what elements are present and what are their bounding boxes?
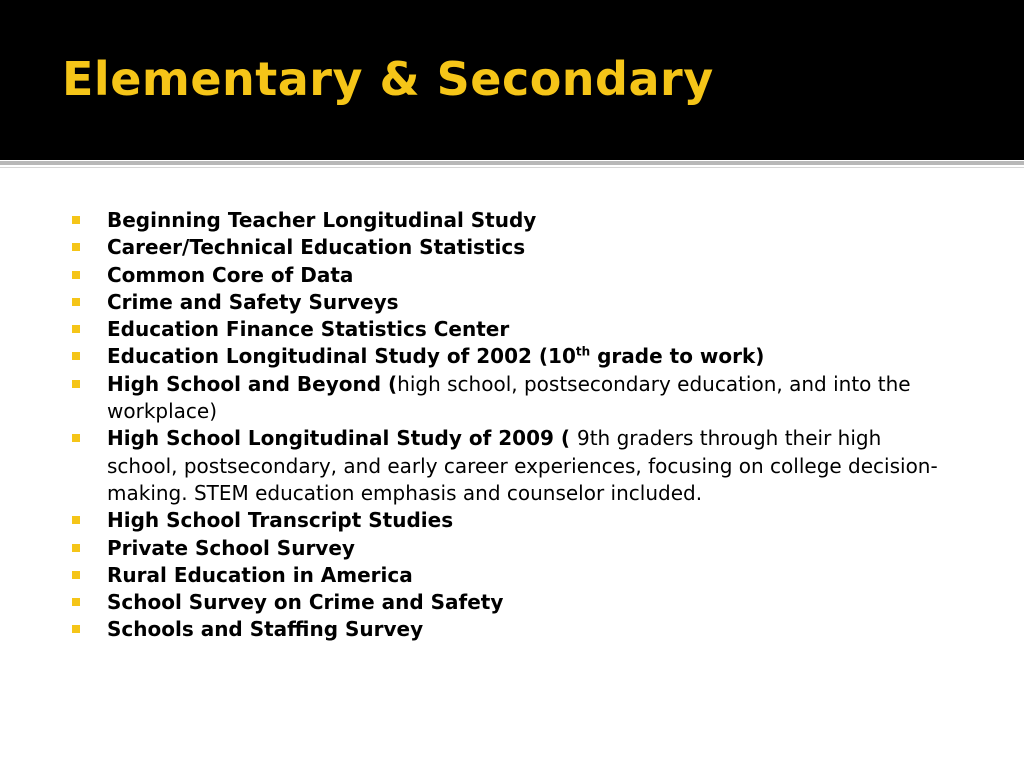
slide-title: Elementary & Secondary [62,52,714,106]
bullet-bold-text-after: grade to work) [590,344,765,369]
bullet-item [72,343,952,370]
bullet-description: 9th graders through their high school, postsecondary, and early career experiences, focusing on college decision-making. STEM education emphasis and counselor included. [107,426,938,505]
header-divider [0,161,1024,165]
square-bullet-icon [72,516,80,524]
header-divider-thin [0,167,1024,168]
bullet-item [72,589,952,616]
square-bullet-icon [72,243,80,251]
bullet-bold-text: High School Transcript Studies [107,508,454,533]
square-bullet-icon [72,571,80,579]
bullet-bold-text: Crime and Safety Surveys [107,289,399,314]
bullet-bold-text: Career/Technical Education Statistics [107,235,526,260]
bullet-bold-text: School Survey on Crime and Safety [107,590,504,615]
bullet-item [72,562,952,589]
bullet-description: high school, postsecondary education, and into the workplace) [107,371,911,424]
bullet-bold-text: High School Longitudinal Study of 2009 ( [107,426,577,451]
bullet-bold-text: Schools and Staffing Survey [107,617,424,642]
bullet-bold-text: Education Finance Statistics Center [107,317,510,342]
bullet-bold-text: Education Longitudinal Study of 2002 (10 [107,344,576,369]
square-bullet-icon [72,298,80,306]
bullet-bold-text: Beginning Teacher Longitudinal Study [107,208,537,232]
bullet-bold-text: Common Core of Data [107,262,354,287]
bullet-item [72,262,952,289]
bullet-superscript: th [575,344,591,359]
square-bullet-icon [72,271,80,279]
bullet-item [72,371,952,426]
square-bullet-icon [72,598,80,606]
bullet-item [72,289,952,316]
square-bullet-icon [72,625,80,633]
bullet-item [72,616,952,643]
title-bar [0,0,1024,160]
bullet-bold-text: Rural Education in America [107,562,413,587]
bullet-item [72,234,952,261]
bullet-item [72,507,952,534]
square-bullet-icon [72,544,80,552]
bullet-item [72,316,952,343]
square-bullet-icon [72,434,80,442]
bullet-list [72,207,952,644]
square-bullet-icon [72,380,80,388]
bullet-item [72,207,952,234]
bullet-bold-text: High School and Beyond ( [107,371,398,396]
square-bullet-icon [72,216,80,224]
bullet-bold-text: Private School Survey [107,535,355,560]
bullet-item [72,535,952,562]
square-bullet-icon [72,325,80,333]
bullet-item [72,425,952,507]
square-bullet-icon [72,352,80,360]
